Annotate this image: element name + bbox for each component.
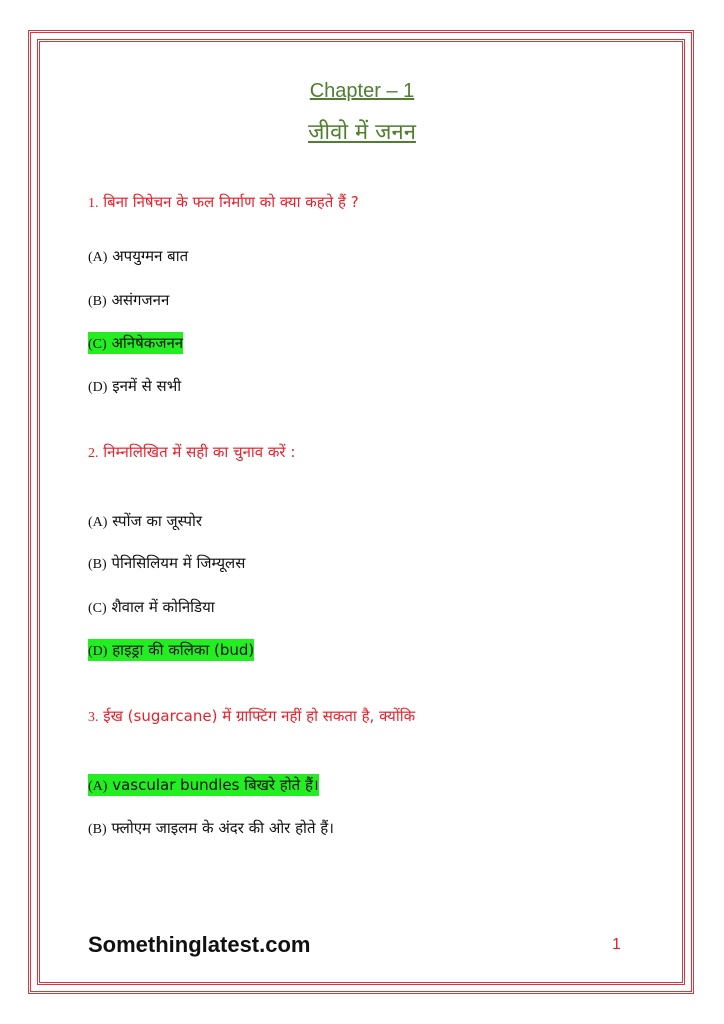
question-text: बिना निषेचन के फल निर्माण को क्या कहते हैं ?: [103, 193, 359, 211]
option-letter: (A): [88, 515, 108, 530]
option-letter: (B): [88, 557, 107, 572]
option-text: vascular bundles बिखरे होते हैं।: [112, 776, 319, 794]
answer-highlight: [88, 774, 319, 796]
question-3: [88, 706, 415, 726]
option-text: स्पोंज का जूस्पोर: [112, 512, 203, 530]
option-letter: (A): [88, 779, 108, 794]
question-2: [88, 442, 295, 462]
answer-highlight: [88, 639, 254, 661]
option-letter: (B): [88, 822, 107, 837]
question-1: [88, 192, 359, 212]
option-1b: [88, 290, 169, 310]
option-text: असंगजनन: [111, 291, 170, 309]
page-number: 1: [612, 936, 621, 953]
option-text: शैवाल में कोनिडिया: [111, 598, 215, 616]
option-1c-correct: [88, 333, 183, 353]
question-text: निम्नलिखित में सही का चुनाव करें :: [103, 443, 296, 461]
option-letter: (D): [88, 644, 108, 659]
chapter-subtitle: जीवो में जनन: [308, 120, 416, 145]
option-text: इनमें से सभी: [112, 377, 182, 395]
option-3a-correct: [88, 775, 319, 795]
question-text: ईख (sugarcane) में ग्राफ्टिंग नहीं हो सकता है, क्योंकि: [103, 707, 416, 725]
question-number: 1.: [88, 196, 99, 211]
option-1a: [88, 246, 188, 266]
option-2d-correct: [88, 640, 254, 660]
option-letter: (A): [88, 250, 108, 265]
option-letter: (C): [88, 337, 107, 352]
option-1d: [88, 376, 181, 396]
chapter-title: Chapter – 1: [309, 80, 415, 102]
option-letter: (C): [88, 601, 107, 616]
option-text: हाइड्रा की कलिका (bud): [112, 641, 255, 659]
option-letter: (B): [88, 294, 107, 309]
option-text: फ्लोएम जाइलम के अंदर की ओर होते हैं।: [111, 819, 334, 837]
option-letter: (D): [88, 380, 108, 395]
option-2a: [88, 511, 202, 531]
question-number: 2.: [88, 446, 99, 461]
option-text: अनिषेकजनन: [111, 334, 184, 352]
footer-site-name: Somethinglatest.com: [88, 932, 311, 957]
answer-highlight: [88, 332, 183, 354]
option-2c: [88, 597, 215, 617]
option-2b: [88, 553, 245, 573]
option-text: पेनिसिलियम में जिम्यूलस: [111, 554, 246, 572]
option-text: अपयुग्मन बात: [112, 247, 189, 265]
question-number: 3.: [88, 710, 99, 725]
option-3b: [88, 818, 334, 838]
